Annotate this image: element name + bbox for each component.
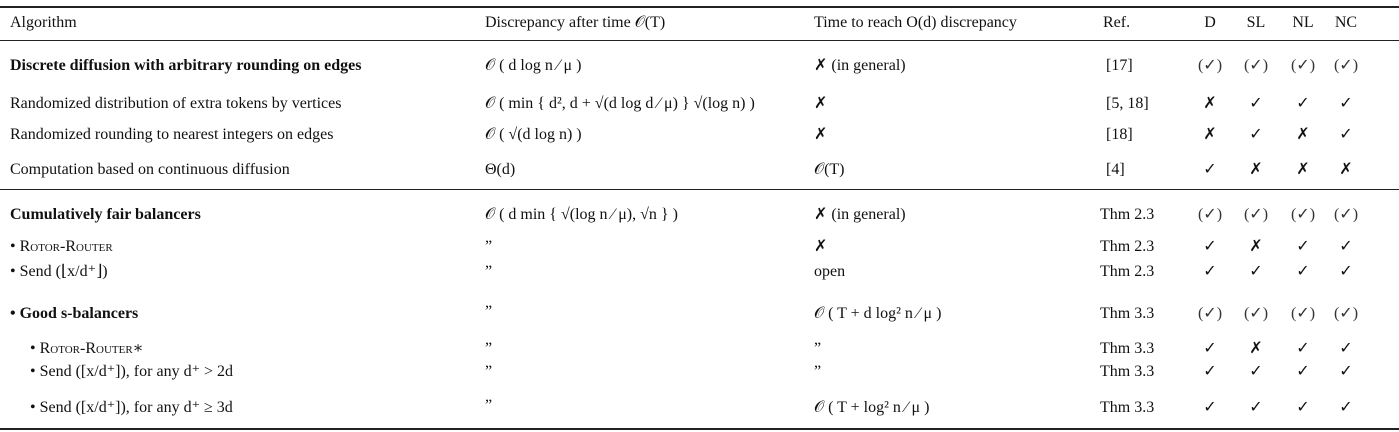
ref-cell: [17] (1106, 57, 1133, 74)
time-cell: ✗ (in general) (814, 206, 906, 223)
header-d: D (1204, 14, 1216, 31)
sl-cell: ✗ (1249, 161, 1263, 178)
algorithm-cell: Discrete diffusion with arbitrary rounding on edges (10, 57, 362, 74)
nl-cell: ✗ (1296, 161, 1310, 178)
d-cell: ✓ (1203, 238, 1217, 255)
time-cell: 𝒪 ( T + log² n ⁄ μ ) (814, 399, 930, 416)
ref-cell: Thm 2.3 (1100, 238, 1155, 255)
nl-cell: ✓ (1296, 238, 1310, 255)
sl-cell: ✓ (1249, 399, 1263, 416)
nl-cell: ✗ (1296, 126, 1310, 143)
d-cell: ✓ (1203, 363, 1217, 380)
discrepancy-cell: ” (485, 303, 493, 320)
nc-cell: ✓ (1339, 95, 1353, 112)
d-cell: ✓ (1203, 263, 1217, 280)
header-nl: NL (1292, 14, 1314, 31)
nl-cell: ✓ (1296, 363, 1310, 380)
nl-cell: (✓) (1290, 206, 1316, 223)
discrepancy-cell: 𝒪 ( d log n ⁄ μ ) (485, 57, 582, 74)
nl-cell: ✓ (1296, 95, 1310, 112)
top-rule (0, 6, 1399, 8)
nc-cell: ✓ (1339, 340, 1353, 357)
algorithm-cell: • Send (⌊x/d⁺⌋) (10, 263, 108, 280)
algorithm-cell: • Send ([x/d⁺]), for any d⁺ > 2d (30, 363, 234, 380)
header-discrepancy: Discrepancy after time 𝒪(T) (485, 14, 666, 31)
time-cell: ” (814, 363, 822, 380)
nc-cell: (✓) (1333, 57, 1359, 74)
discrepancy-cell: Θ(d) (485, 161, 516, 178)
ref-cell: Thm 3.3 (1100, 363, 1155, 380)
algorithm-cell: Cumulatively fair balancers (10, 206, 201, 223)
time-cell: 𝒪 ( T + d log² n ⁄ μ ) (814, 305, 942, 322)
sl-cell: ✓ (1249, 95, 1263, 112)
sl-cell: ✗ (1249, 340, 1263, 357)
time-cell: ✗ (814, 238, 828, 255)
nl-cell: (✓) (1290, 305, 1316, 322)
algorithm-cell: • Rotor-Router∗ (30, 340, 144, 357)
algorithm-cell: Randomized distribution of extra tokens by vertices (10, 95, 342, 112)
time-cell: ✗ (814, 95, 828, 112)
discrepancy-cell: 𝒪 ( d min { √(log n ⁄ μ), √n } ) (485, 206, 678, 223)
sl-cell: ✓ (1249, 126, 1263, 143)
time-cell: open (814, 263, 846, 280)
sl-cell: ✗ (1249, 238, 1263, 255)
ref-cell: Thm 3.3 (1100, 305, 1155, 322)
ref-cell: Thm 3.3 (1100, 399, 1155, 416)
algorithm-cell: • Send ([x/d⁺]), for any d⁺ ≥ 3d (30, 399, 233, 416)
algorithm-cell: • Good s-balancers (10, 305, 139, 322)
d-cell: (✓) (1197, 206, 1223, 223)
discrepancy-cell: ” (485, 397, 493, 414)
ref-cell: Thm 3.3 (1100, 340, 1155, 357)
d-cell: ✓ (1203, 399, 1217, 416)
time-cell: ✗ (814, 126, 828, 143)
d-cell: ✓ (1203, 340, 1217, 357)
nc-cell: (✓) (1333, 206, 1359, 223)
header-nc: NC (1334, 14, 1358, 31)
nc-cell: ✓ (1339, 238, 1353, 255)
nc-cell: ✓ (1339, 363, 1353, 380)
algorithm-cell: Randomized rounding to nearest integers on edges (10, 126, 334, 143)
time-cell: ✗ (in general) (814, 57, 906, 74)
algorithm-cell: • Rotor-Router (10, 238, 113, 255)
discrepancy-cell: ” (485, 238, 493, 255)
discrepancy-cell: 𝒪 ( min { d², d + √(d log d ⁄ μ) } √(log n) ) (485, 95, 755, 112)
algorithm-cell: Computation based on continuous diffusion (10, 161, 290, 178)
header-time-to-reach: Time to reach O(d) discrepancy (814, 14, 1017, 31)
d-cell: ✓ (1203, 161, 1217, 178)
d-cell: (✓) (1197, 305, 1223, 322)
ref-cell: [18] (1106, 126, 1133, 143)
d-cell: ✗ (1203, 95, 1217, 112)
nl-cell: ✓ (1296, 340, 1310, 357)
discrepancy-cell: ” (485, 263, 493, 280)
ref-cell: Thm 2.3 (1100, 263, 1155, 280)
nl-cell: (✓) (1290, 57, 1316, 74)
d-cell: (✓) (1197, 57, 1223, 74)
sl-cell: (✓) (1243, 206, 1269, 223)
discrepancy-cell: 𝒪 ( √(d log n) ) (485, 126, 582, 143)
nl-cell: ✓ (1296, 263, 1310, 280)
section-rule (0, 189, 1399, 190)
nc-cell: (✓) (1333, 305, 1359, 322)
nc-cell: ✓ (1339, 399, 1353, 416)
header-sl: SL (1246, 14, 1266, 31)
ref-cell: Thm 2.3 (1100, 206, 1155, 223)
nc-cell: ✗ (1339, 161, 1353, 178)
nc-cell: ✓ (1339, 263, 1353, 280)
discrepancy-cell: ” (485, 340, 493, 357)
sl-cell: (✓) (1243, 57, 1269, 74)
ref-cell: [4] (1106, 161, 1125, 178)
nl-cell: ✓ (1296, 399, 1310, 416)
time-cell: 𝒪(T) (814, 161, 845, 178)
bottom-rule (0, 428, 1399, 430)
sl-cell: (✓) (1243, 305, 1269, 322)
header-ref: Ref. (1103, 14, 1131, 31)
header-algorithm: Algorithm (10, 14, 77, 31)
d-cell: ✗ (1203, 126, 1217, 143)
time-cell: ” (814, 340, 822, 357)
header-rule (0, 40, 1399, 41)
sl-cell: ✓ (1249, 363, 1263, 380)
sl-cell: ✓ (1249, 263, 1263, 280)
discrepancy-cell: ” (485, 363, 493, 380)
nc-cell: ✓ (1339, 126, 1353, 143)
ref-cell: [5, 18] (1106, 95, 1149, 112)
